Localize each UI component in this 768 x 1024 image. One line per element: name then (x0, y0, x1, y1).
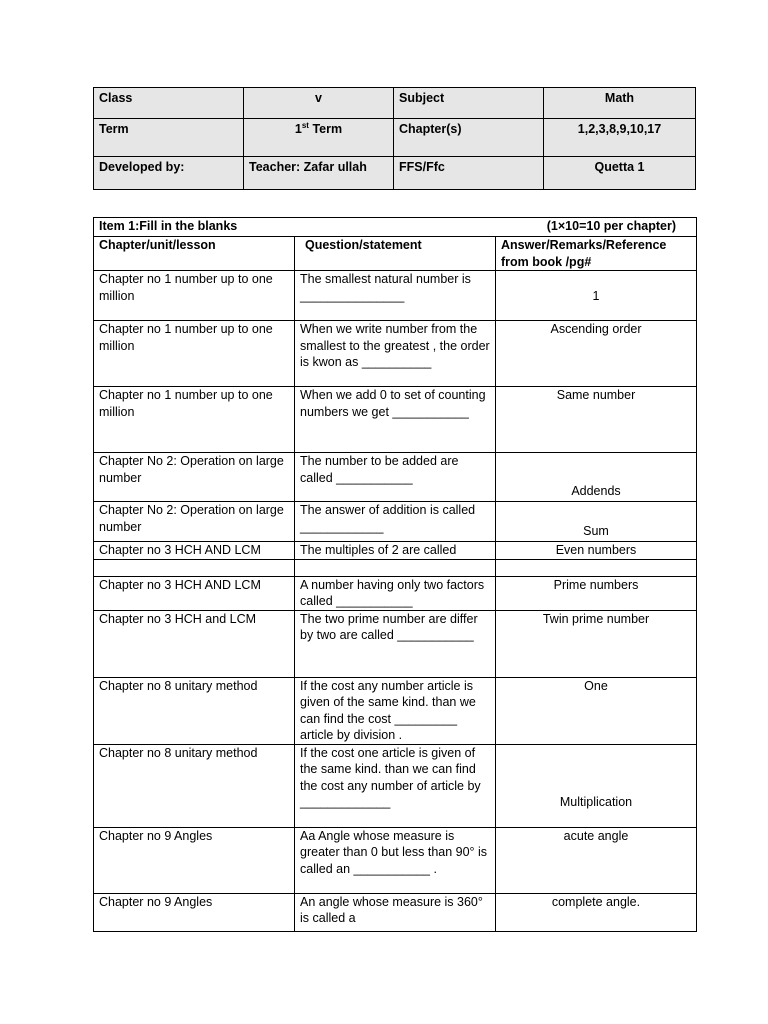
chapters-value: 1,2,3,8,9,10,17 (544, 119, 696, 157)
class-label: Class (94, 88, 244, 119)
question-cell: The number to be added are called ___________ (295, 453, 496, 502)
chapter-cell: Chapter No 2: Operation on large number (94, 502, 295, 542)
chapter-cell: Chapter no 9 Angles (94, 893, 295, 931)
term-text: Term (308, 122, 343, 136)
question-cell: The smallest natural number is _______________ (295, 271, 496, 321)
term-label: Term (94, 119, 244, 157)
column-header-answer: Answer/Remarks/Reference from book /pg# (496, 237, 697, 271)
question-cell: The two prime number are differ by two are called ___________ (295, 610, 496, 677)
question-cell: When we add 0 to set of counting numbers we get ___________ (295, 387, 496, 453)
chapter-cell: Chapter no 9 Angles (94, 827, 295, 893)
question-cell (295, 559, 496, 576)
school-label: FFS/Ffc (394, 157, 544, 190)
question-cell: The answer of addition is called ____________ (295, 502, 496, 542)
answer-cell: complete angle. (496, 893, 697, 931)
answer-cell: Multiplication (496, 744, 697, 827)
answer-cell: 1 (496, 271, 697, 321)
term-number: 1 (294, 122, 302, 136)
chapter-cell: Chapter no 3 HCH AND LCM (94, 542, 295, 560)
term-value (244, 119, 394, 157)
fill-in-blanks-table (93, 217, 697, 932)
answer-cell (496, 559, 697, 576)
header-info-table (93, 87, 696, 190)
table-row (94, 677, 697, 744)
developed-value: Teacher: Zafar ullah (244, 157, 394, 190)
question-cell: Aa Angle whose measure is greater than 0 but less than 90° is called an ___________ . (295, 827, 496, 893)
answer-cell: Ascending order (496, 321, 697, 387)
item-title-cell (94, 218, 697, 237)
answer-cell: Sum (496, 502, 697, 542)
chapter-cell: Chapter no 1 number up to one million (94, 271, 295, 321)
chapter-cell: Chapter no 8 unitary method (94, 677, 295, 744)
table-row (94, 321, 697, 387)
chapters-label: Chapter(s) (394, 119, 544, 157)
column-header-row (94, 237, 697, 271)
header-row-class (94, 88, 696, 119)
answer-cell: Twin prime number (496, 610, 697, 677)
chapter-cell (94, 559, 295, 576)
subject-label: Subject (394, 88, 544, 119)
column-header-question: Question/statement (295, 237, 496, 271)
chapter-cell: Chapter no 8 unitary method (94, 744, 295, 827)
answer-cell: Same number (496, 387, 697, 453)
table-row-empty (94, 559, 697, 576)
table-row (94, 744, 697, 827)
table-row (94, 453, 697, 502)
answer-cell: Even numbers (496, 542, 697, 560)
question-cell: If the cost one article is given of the same kind. than we can find the cost any number of article by _____________ (295, 744, 496, 827)
answer-cell: Addends (496, 453, 697, 502)
table-row (94, 893, 697, 931)
table-row (94, 387, 697, 453)
chapter-cell: Chapter no 1 number up to one million (94, 321, 295, 387)
table-row (94, 271, 697, 321)
table-row (94, 576, 697, 610)
question-cell: The multiples of 2 are called (295, 542, 496, 560)
column-header-chapter: Chapter/unit/lesson (94, 237, 295, 271)
chapter-cell: Chapter no 3 HCH AND LCM (94, 576, 295, 610)
item-marks: (1×10=10 per chapter) (546, 219, 676, 233)
table-row (94, 542, 697, 560)
header-row-term (94, 119, 696, 157)
title-row (94, 218, 697, 237)
answer-cell: One (496, 677, 697, 744)
answer-cell: Prime numbers (496, 576, 697, 610)
term-superscript: st (301, 120, 309, 130)
table-row (94, 502, 697, 542)
answer-cell: acute angle (496, 827, 697, 893)
class-value: v (244, 88, 394, 119)
question-cell: When we write number from the smallest to the greatest , the order is kwon as __________ (295, 321, 496, 387)
header-row-developed (94, 157, 696, 190)
chapter-cell: Chapter No 2: Operation on large number (94, 453, 295, 502)
school-value: Quetta 1 (544, 157, 696, 190)
item-title: Item 1:Fill in the blanks (99, 219, 238, 233)
developed-label: Developed by: (94, 157, 244, 190)
question-cell: If the cost any number article is given of the same kind. than we can find the cost _________ article by division . (295, 677, 496, 744)
chapter-cell: Chapter no 3 HCH and LCM (94, 610, 295, 677)
question-cell: A number having only two factors called ___________ (295, 576, 496, 610)
table-row (94, 827, 697, 893)
chapter-cell: Chapter no 1 number up to one million (94, 387, 295, 453)
subject-value: Math (544, 88, 696, 119)
table-row (94, 610, 697, 677)
question-cell: An angle whose measure is 360° is called a (295, 893, 496, 931)
